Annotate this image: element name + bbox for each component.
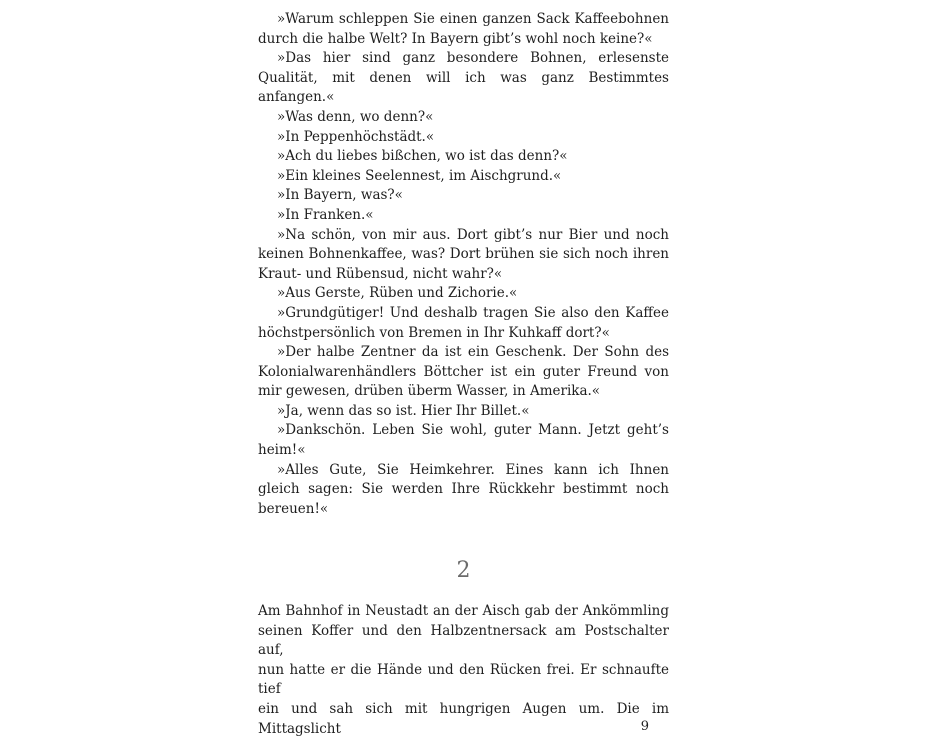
page-number: 9 [640, 719, 649, 734]
dialogue-line: »Was denn, wo denn?« [277, 108, 434, 125]
body-line: nun hatte er die Hände und den Rücken frei. Er schnaufte tief [258, 661, 669, 698]
dialogue-line: »Dankschön. Leben Sie wohl, guter Mann. Jetzt geht’s heim!« [258, 422, 669, 459]
dialogue-line: »In Peppenhöchstädt.« [277, 128, 435, 145]
dialogue-line: »Warum schleppen Sie einen ganzen Sack Kaffeebohnen durch die halbe Welt? In Bayern gibt’s wohl noch keine?« [258, 11, 669, 47]
chapter-body [258, 602, 669, 739]
dialogue-line: »In Franken.« [277, 206, 374, 223]
dialogue-line: »In Bayern, was?« [277, 187, 403, 204]
chapter-number: 2 [456, 558, 471, 583]
body-line: seinen Koffer und den Halbzentnersack am Postschalter auf, [258, 622, 669, 659]
dialogue-line: »Na schön, von mir aus. Dort gibt’s nur Bier und noch keinen Bohnenkaffee, was? Dort brühen sie sich noch ihren Kraut- und Rübensud, nicht wahr?« [258, 226, 669, 282]
body-line: ein und sah sich mit hungrigen Augen um. Die im Mittagslicht [258, 700, 669, 737]
dialogue-section [258, 10, 669, 519]
dialogue-line: »Ja, wenn das so ist. Hier Ihr Billet.« [277, 402, 530, 419]
dialogue-line: »Ach du liebes bißchen, wo ist das denn?« [277, 148, 568, 165]
dialogue-line: »Grundgütiger! Und deshalb tragen Sie also den Kaffee höchstpersönlich von Bremen in Ihr Kuhkaff dort?« [258, 304, 669, 341]
dialogue-line: »Das hier sind ganz besondere Bohnen, erlesenste Qualität, mit denen will ich was ganz Bestimmtes anfangen.« [258, 50, 669, 106]
dialogue-line: »Der halbe Zentner da ist ein Geschenk. Der Sohn des Kolonialwarenhändlers Böttcher ist ein guter Freund von mir gewesen, drüben überm Wasser, in Amerika.« [258, 344, 669, 400]
dialogue-line: »Aus Gerste, Rüben und Zichorie.« [277, 285, 518, 302]
dialogue-line: »Ein kleines Seelennest, im Aischgrund.« [277, 167, 562, 184]
dialogue-line: »Alles Gute, Sie Heimkehrer. Eines kann ich Ihnen gleich sagen: Sie werden Ihre Rückkehr bestimmt noch bereuen!« [258, 461, 669, 517]
body-line: Am Bahnhof in Neustadt an der Aisch gab der Ankömmling [258, 603, 669, 619]
